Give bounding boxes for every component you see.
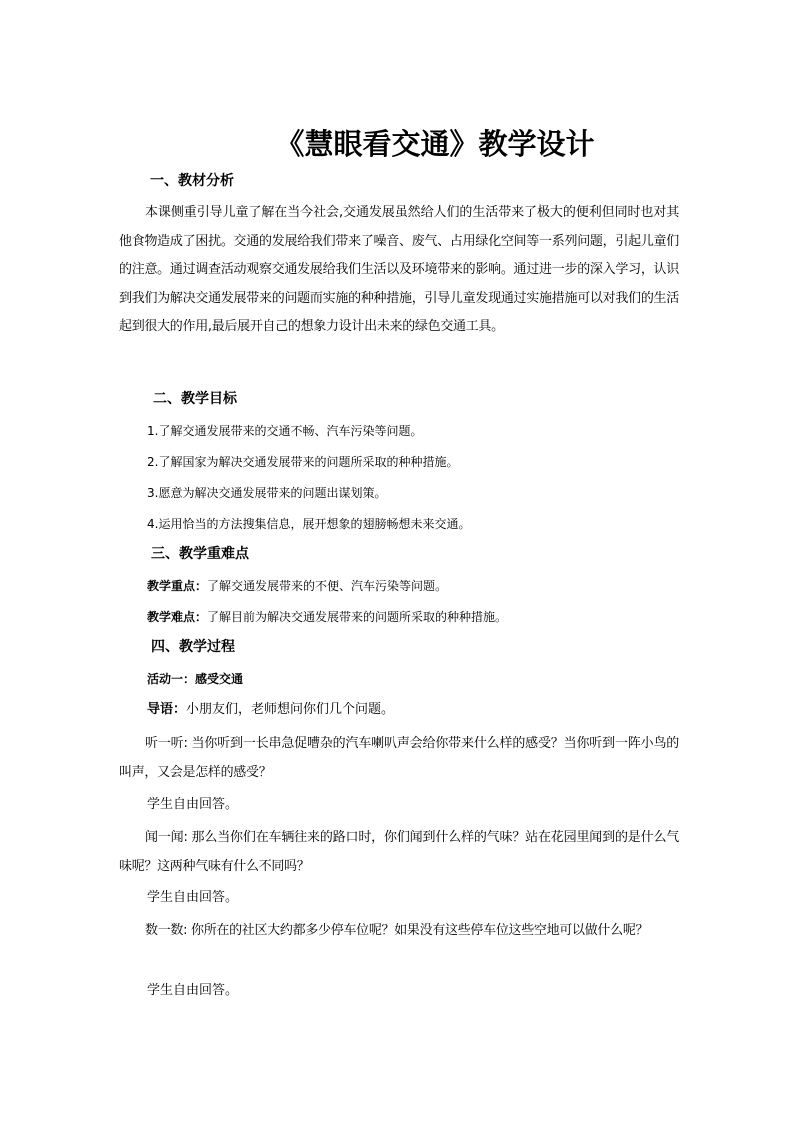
count-paragraph: 数一数: 你所在的社区大约都多少停车位呢？如果没有这些停车位这些空地可以做什么呢？ xyxy=(145,923,649,938)
listen-paragraph: 听一听: 当你听到一长串急促嘈杂的汽车喇叭声会给你带来什么样的感受？当你听到一阵小鸟的叫声，又会是怎样的感受？ xyxy=(119,736,679,780)
smell-paragraph: 闻一闻: 那么当你们在车辆往来的路口时，你们闻到什么样的气味？站在花园里闻到的是什么气味呢？这两种气味有什么不同吗？ xyxy=(119,830,679,874)
focus-text: 了解交通发展带来的不便、汽车污染等问题。 xyxy=(207,579,448,593)
section-heading-analysis: 一、教材分析 xyxy=(150,173,234,189)
difficulty-line xyxy=(147,607,507,627)
section-heading-process: 四、教学过程 xyxy=(151,639,235,655)
focus-label: 教学重点： xyxy=(147,579,208,593)
intro-line xyxy=(147,700,394,720)
difficulty-text: 了解目前为解决交通发展带来的问题所采取的种种措施。 xyxy=(207,610,508,624)
answer-1: 学生自由回答。 xyxy=(147,797,239,812)
answer-2: 学生自由回答。 xyxy=(147,890,239,905)
intro-label: 导语： xyxy=(147,702,187,717)
goal-item-2: 2.了解国家为解决交通发展带来的问题所采取的种种措施。 xyxy=(147,455,459,469)
intro-text: 小朋友们，老师想问你们几个问题。 xyxy=(186,702,395,717)
focus-line xyxy=(147,576,447,596)
activity-title: 活动一：感受交通 xyxy=(147,672,244,686)
goal-item-3: 3.愿意为解决交通发展带来的问题出谋划策。 xyxy=(147,486,387,500)
goal-item-4: 4.运用恰当的方法搜集信息，展开想象的翅膀畅想未来交通。 xyxy=(147,517,471,531)
section-heading-key-points: 三、教学重难点 xyxy=(151,546,249,562)
analysis-paragraph: 本课侧重引导儿童了解在当今社会,交通发展虽然给人们的生活带来了极大的便利但同时也对其他食物造成了困扰。交通的发展给我们带来了噪音、废气、占用绿化空间等一系列问题，引起儿童们的注意。通过调查活动观察交通发展给我们生活以及环境带来的影响。通过进一步的深入学习，认识到我们为解决交通发展带来的问题而实施的种种措施，引导儿童发现通过实施措施可以对我们的生活起到很大的作用,最后展开自己的想象力设计出未来的绿色交通工具。 xyxy=(119,205,679,335)
section-heading-goals: 二、教学目标 xyxy=(153,391,237,407)
goal-item-1: 1.了解交通发展带来的交通不畅、汽车污染等问题。 xyxy=(147,424,423,438)
answer-3: 学生自由回答。 xyxy=(147,983,239,998)
document-title: 《慧眼看交通》教学设计 xyxy=(275,127,595,161)
difficulty-label: 教学难点： xyxy=(147,610,208,624)
